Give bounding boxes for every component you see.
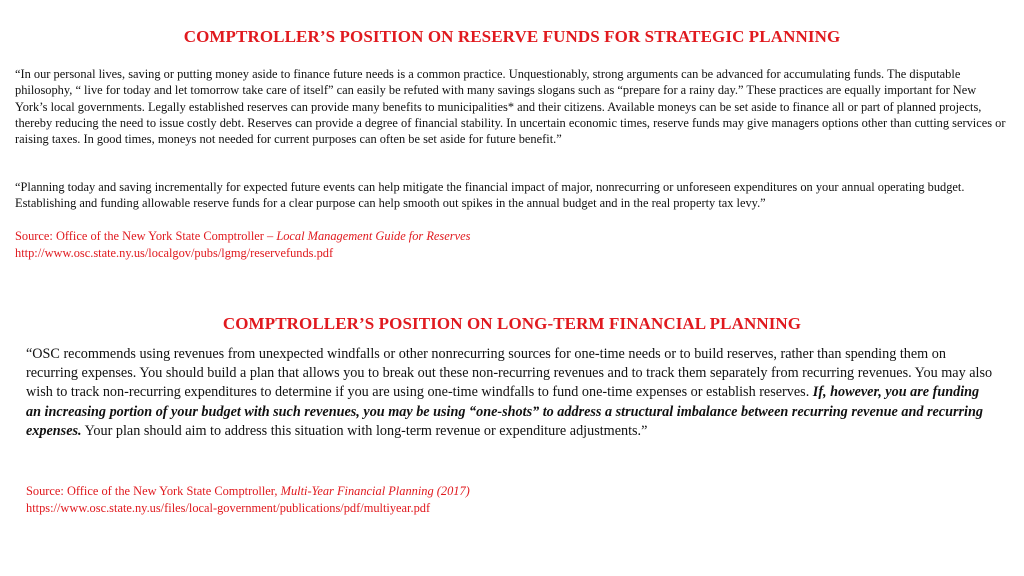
reserve-funds-source xyxy=(15,228,1009,261)
long-term-planning-source xyxy=(26,483,994,517)
source-title: Multi-Year Financial Planning (2017) xyxy=(280,484,470,498)
source-url-link[interactable]: https://www.osc.state.ny.us/files/local-government/publications/pdf/multiyear.pdf xyxy=(26,501,431,515)
source-url-link[interactable]: http://www.osc.state.ny.us/localgov/pubs/lgmg/reservefunds.pdf xyxy=(15,245,334,260)
long-term-planning-quote xyxy=(26,345,994,441)
reserve-funds-quote-2: “Planning today and saving incrementally for expected future events can help mitigate the financial impact of major, nonrecurring or unforeseen expenditures on your annual operating budget. Establishing and funding allowable reserve funds for a clear purpose can help smooth out spikes in the annual budget and in the real property tax levy.” xyxy=(15,180,965,211)
quote-text-part-1: “OSC recommends using revenues from unexpected windfalls or other nonrecurring sources for one-time needs or to build reserves, rather than spending them on recurring expenses. You should build a plan that allows you to break out these non-recurring revenues and to track them separately from recurring revenues. You may also wish to track non-recurring expenditures to determine if you are using one-time windfalls to fund one-time expenses or establish reserves. xyxy=(26,346,993,401)
reserve-funds-quote-1: “In our personal lives, saving or putting money aside to finance future needs is a common practice. Unquestionably, strong arguments can be advanced for accumulating funds. The disputable philosophy, “ live for today and let tomorrow take care of itself” can easily be refuted with many savings slogans such as “prepare for a rainy day.” These practices are equally important for New York’s local governments. Legally established reserves can provide many benefits to municipalities* and their citizens. Available moneys can be set aside to finance all or part of planned projects, thereby reducing the need to issue costly debt. Reserves can provide a degree of financial stability. In uncertain economic times, reserve funds may give managers options other than cutting services or raising taxes. In good times, moneys not needed for current purposes can often be set aside for future benefit.” xyxy=(15,67,1006,147)
source-prefix: Source: Office of the New York State Comptroller, xyxy=(26,484,281,498)
source-prefix: Source: Office of the New York State Comptroller – xyxy=(15,229,277,243)
reserve-funds-heading: COMPTROLLER’S POSITION ON RESERVE FUNDS FOR STRATEGIC PLANNING xyxy=(183,27,841,46)
source-title: Local Management Guide for Reserves xyxy=(276,229,471,243)
quote-text-part-2: Your plan should aim to address this situation with long-term revenue or expenditure adjustments.” xyxy=(81,422,648,439)
quote-emphasis: If, however, you are funding an increasing portion of your budget with such revenues, you may be using “one-shots” to address a structural imbalance between recurring revenue and recurring expenses. xyxy=(26,384,983,439)
long-term-planning-heading: COMPTROLLER’S POSITION ON LONG-TERM FINANCIAL PLANNING xyxy=(222,314,802,333)
